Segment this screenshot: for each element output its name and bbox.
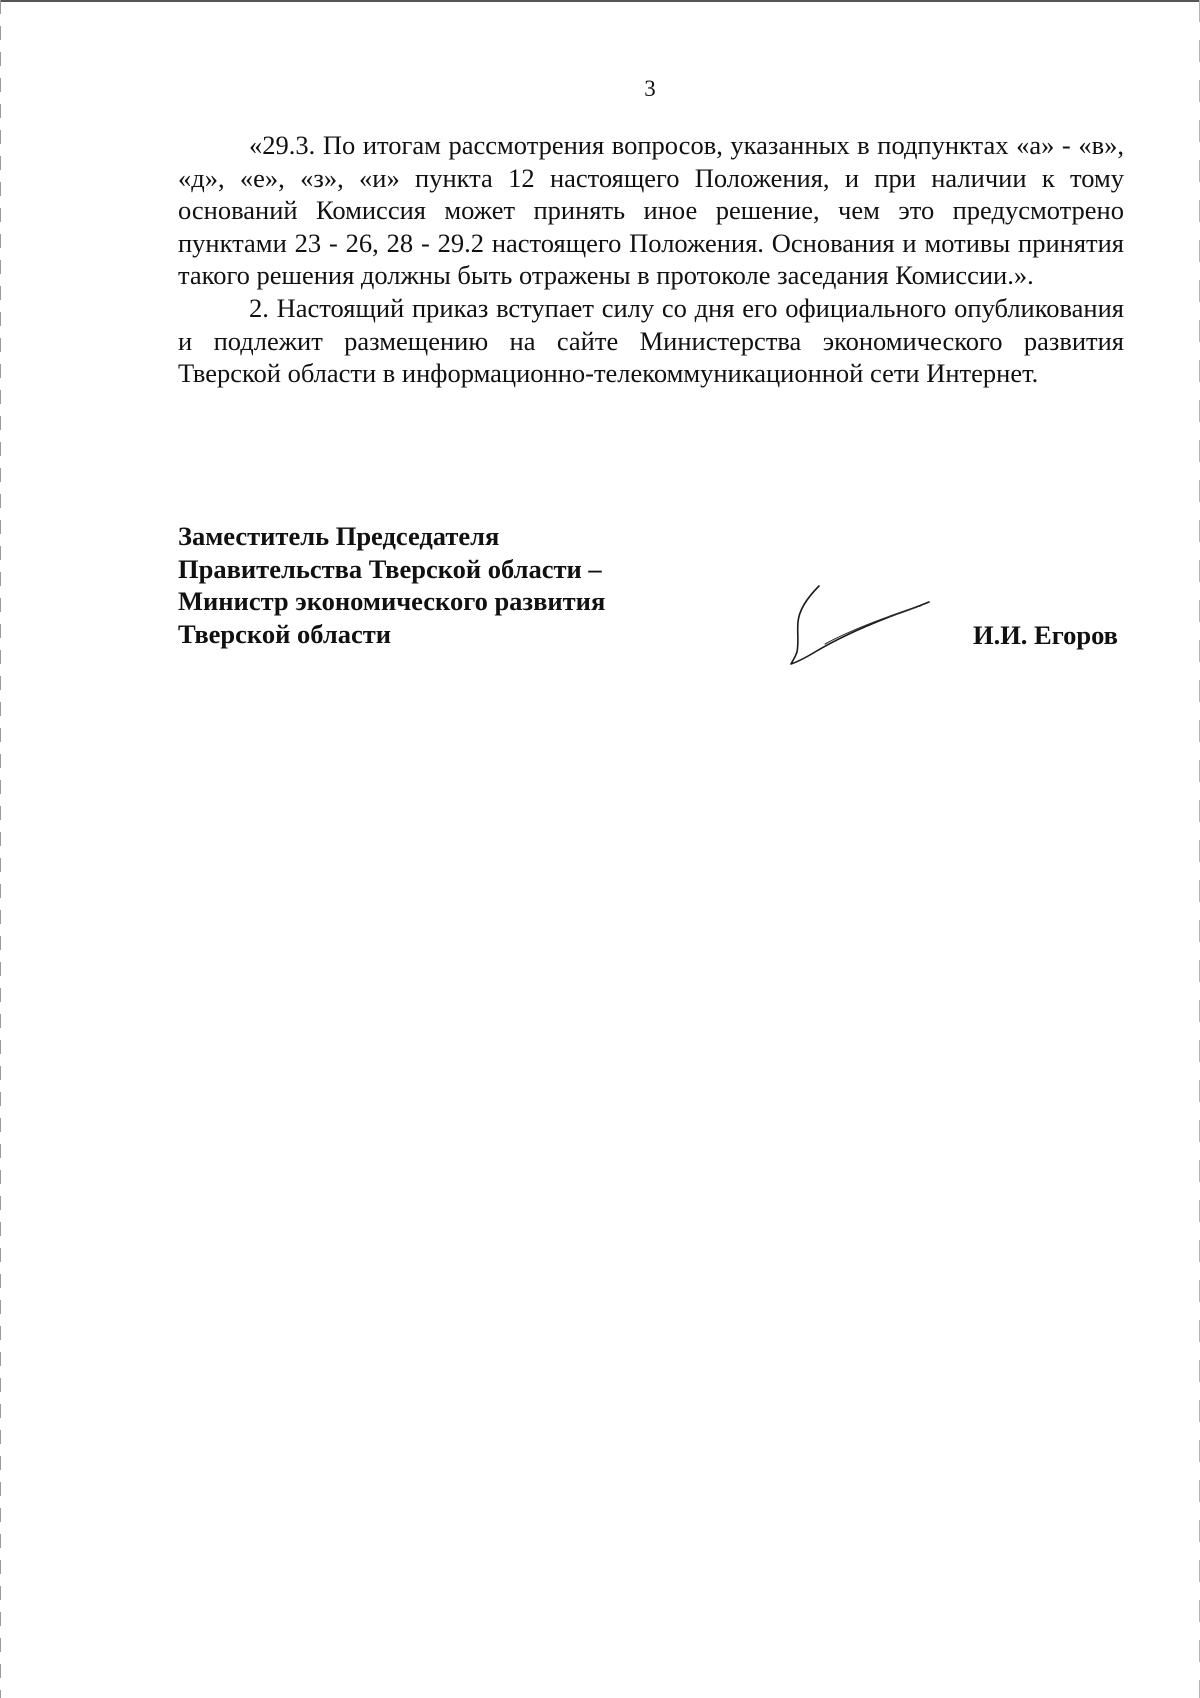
signatory-title-line: Правительства Тверской области – <box>178 553 602 584</box>
scan-left-edge <box>0 0 1 1698</box>
handwritten-signature <box>785 580 935 670</box>
signatory-title-line: Министр экономического развития <box>178 586 606 616</box>
signatory-title-line: Заместитель Председателя <box>178 521 500 551</box>
signatory-name: И.И. Егоров <box>972 620 1118 650</box>
paragraph-clause-2: 2. Настоящий приказ вступает силу со дня его официального опубликования и подлежит размещению на сайте Министерства экономического развития Тверской области в информационно-телекоммуникационной сети Интернет. <box>178 292 1124 389</box>
document-body <box>178 129 1124 390</box>
signatory-title <box>178 520 738 650</box>
signatory-title-line: Тверской области <box>178 618 391 649</box>
paragraph-clause-29-3: «29.3. По итогам рассмотрения вопросов, указанных в подпунктах «а» - «в», «д», «е», «з», «и» пункта 12 настоящего Положения, и при наличии к тому оснований Комиссия может принять иное решение, чем это предусмотрено пунктами 23 - 26, 28 - 29.2 настоящего Положения. Основания и мотивы принятия такого решения должны быть отражены в протоколе заседания Комиссии.». <box>178 130 1124 291</box>
page-number: 3 <box>644 76 656 101</box>
scan-top-edge <box>0 0 1200 2</box>
